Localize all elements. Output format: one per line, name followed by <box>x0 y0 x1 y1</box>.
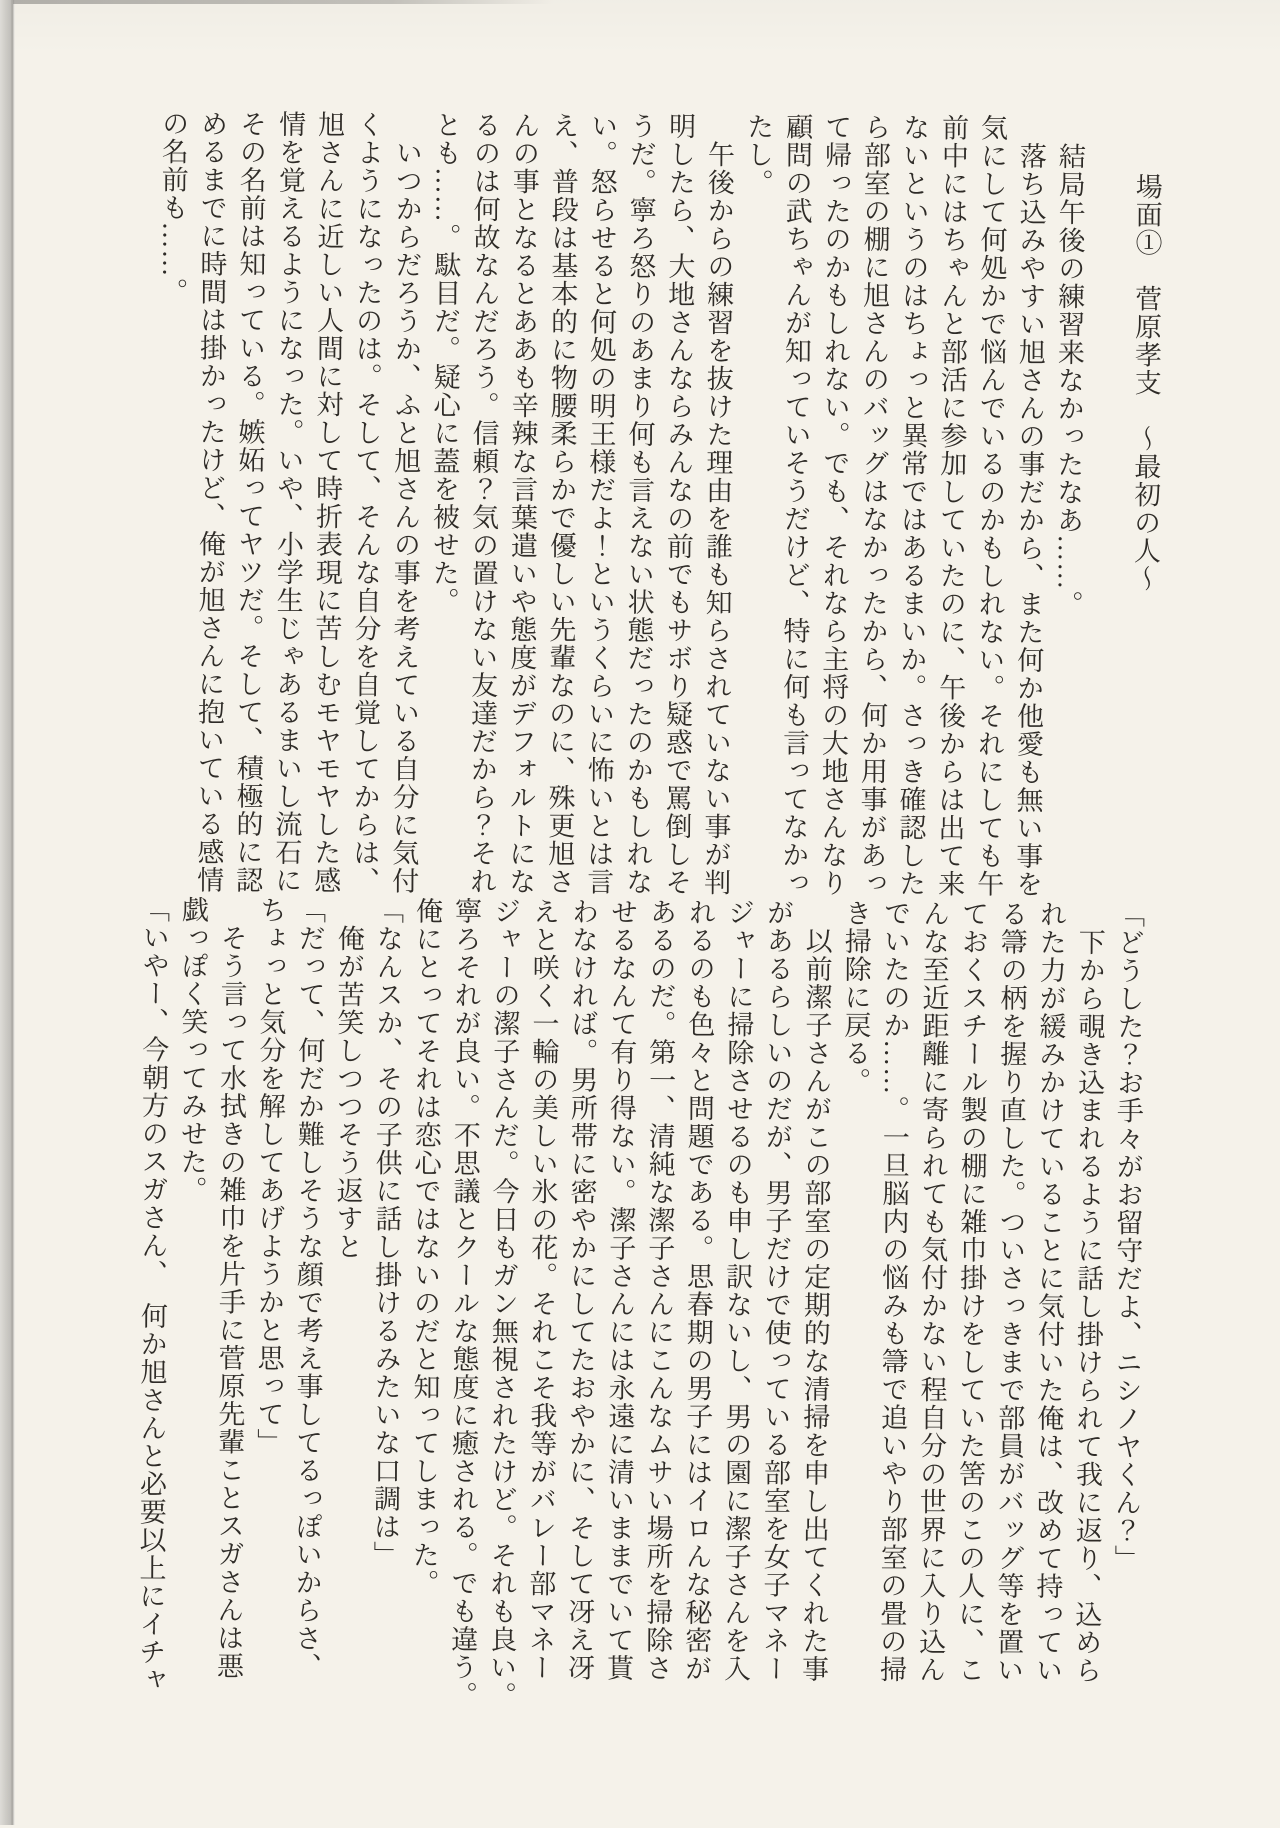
text-line: 戯っぽく笑ってみせた。 <box>176 895 209 1204</box>
text-line: んな至近距離に寄られても気付かない程自分の世界に入り込ん <box>914 899 950 1684</box>
text-line: 情を覚えるようになった。いや、小学生じゃあるまいし流石に <box>271 110 306 895</box>
text-line: うだ。寧ろ怒りのあまり何も言えない状態だったのかもしれな <box>622 111 657 897</box>
text-line: 午後からの練習を抜けた理由を誰も知らされていない事が判 <box>700 112 735 897</box>
text-line: 「いやー、今朝方のスガさん、 何か旭さんと必要以上にイチャ <box>134 895 170 1695</box>
text-block-bottom <box>130 895 1148 1732</box>
text-line: ないというのはちょっと異常ではあるまいか。さっき確認した <box>895 113 930 898</box>
text-line: ジャーの潔子さんだ。今日もガン無視されたけど。それも良い。 <box>485 897 521 1710</box>
text-line: でいたのか……。一旦脳内の悩みも箒で追いやり部室の畳の掃 <box>875 899 911 1684</box>
text-line: あるのだ。第一、清純な潔子さんにこんなムサい場所を掃除さ <box>641 898 677 1683</box>
text-line: い。怒らせると何処の明王様だよ！というくらいに怖いとは言 <box>583 111 618 896</box>
text-line: ちょっと気分を解してあげようかと思って」 <box>253 895 287 1457</box>
text-line: 前中にはちゃんと部活に参加していたのに、午後からは出て来 <box>934 113 969 898</box>
text-line: る箒の柄を握り直した。ついさっきまで部員がバッグ等を置い <box>992 899 1028 1685</box>
section-title: 場面① 菅原孝支 ～最初の人～ <box>1129 172 1162 593</box>
text-line: き掃除に戻る。 <box>840 899 872 1096</box>
text-line: て帰ったのかもしれない。でも、それなら主将の大地さんなり <box>817 112 852 898</box>
text-line: 下から覗き込まれるように話し掛けられて我に返り、込めら <box>1070 900 1106 1685</box>
text-line: れるのも色々と問題である。思春期の男子にはイロんな秘密が <box>680 898 716 1683</box>
text-line: 結局午後の練習来なかったなあ……。 <box>1052 114 1086 619</box>
text-line: わなければ。男所帯に密やかにしてたおやかに、そして冴え冴 <box>563 897 599 1682</box>
text-line: れた力が緩みかけていることに気付いた俺は、改めて持ってい <box>1031 900 1067 1685</box>
text-line: 顧問の武ちゃんが知っていそうだけど、特に何も言ってなかっ <box>778 112 813 897</box>
text-line: ておくスチール製の棚に雑巾掛けをしていた筈のこの人に、こ <box>953 899 989 1684</box>
text-line: とも……。駄目だ。疑心に蓋を被せた。 <box>428 110 462 616</box>
text-line: 寧ろそれが良い。不思議とクールな態度に癒される。でも違う。 <box>446 897 482 1710</box>
text-line: んの事となるとああも辛辣な言葉遣いや態度がデフォルトにな <box>505 111 540 896</box>
text-line: 俺にとってそれは恋心ではないのだと知ってしまった。 <box>408 896 443 1597</box>
text-line: ジャーに掃除させるのも申し訳ないし、男の園に潔子さんを入 <box>719 898 755 1683</box>
text-line: たし。 <box>742 112 774 197</box>
text-line: そう言って水拭きの雑巾を片手に菅原先輩ことスガさんは悪 <box>212 895 248 1680</box>
text-line: くようになったのは。そして、そんな自分を自覚してからは、 <box>349 110 384 895</box>
text-line: せるなんて有り得ない。潔子さんには永遠に清いままでいて貰 <box>602 897 638 1682</box>
text-line: え、普段は基本的に物腰柔らかで優しい先輩なのに、殊更旭さ <box>544 111 579 896</box>
text-line: の名前も……。 <box>157 109 189 306</box>
text-line: 以前潔子さんがこの部室の定期的な清掃を申し出てくれた事 <box>797 898 833 1683</box>
text-line: 旭さんに近しい人間に対して時折表現に苦しむモヤモヤした感 <box>310 110 345 895</box>
text-line: 明したら、大地さんならみんなの前でもサボり疑惑で罵倒しそ <box>661 112 696 897</box>
text-line: 「どうした？お手々がお留守だよ、ニシノヤくん？」 <box>1110 900 1145 1573</box>
text-line: いつからだろうか、ふと旭さんの事を考えている自分に気付 <box>388 110 423 895</box>
text-line: めるまでに時間は掛かったけど、俺が旭さんに抱いている感情 <box>193 109 228 894</box>
text-block-top <box>149 109 1166 916</box>
text-line: ら部室の棚に旭さんのバッグはなかったから、何か用事があっ <box>856 113 891 898</box>
text-line: 「なんスか、その子供に話し掛けるみたいな口調は」 <box>369 896 404 1569</box>
text-line: があるらしいのだが、男子だけで使っている部室を女子マネー <box>758 898 794 1683</box>
text-line: その名前は知っている。嫉妬ってヤツだ。そして、積極的に認 <box>232 109 267 895</box>
text-line: 落ち込みやすい旭さんの事だから、また何か他愛も無い事を <box>1012 113 1047 899</box>
text-line: えと咲く一輪の美しい氷の花。それこそ我等がバレー部マネー <box>524 897 560 1682</box>
text-line: 「だって、何だか難しそうな顔で考え事してるっぽいからさ、 <box>290 896 326 1681</box>
text-line: 俺が苦笑しつつそう返すと <box>332 896 365 1261</box>
text-line: 気にして何処かで悩んでいるのかもしれない。それにしても午 <box>973 113 1008 898</box>
text-line: るのは何故なんだろう。信頼？気の置けない友達だから？それ <box>466 111 501 896</box>
